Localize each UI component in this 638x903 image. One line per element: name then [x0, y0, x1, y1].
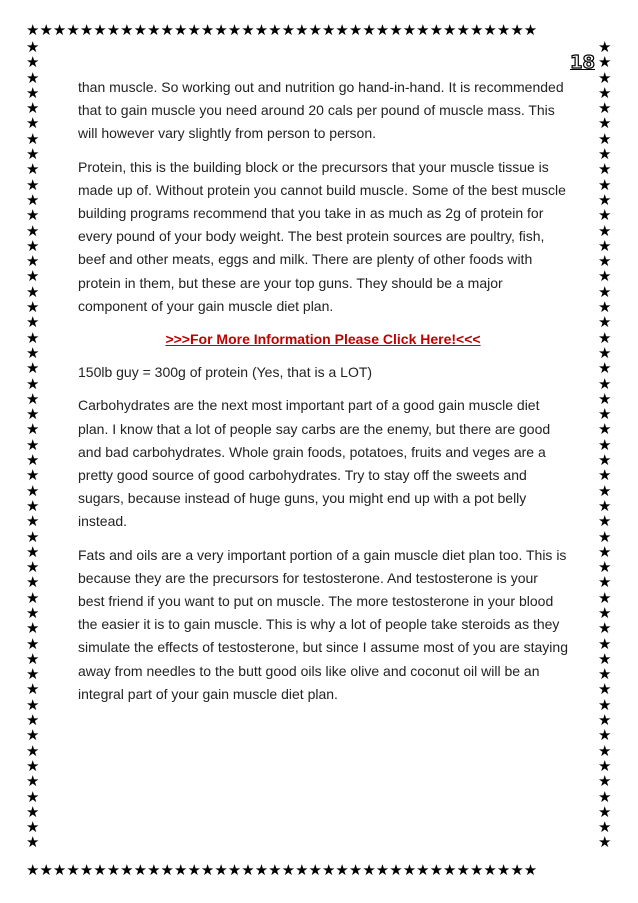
star-icon: ★ — [254, 863, 269, 879]
star-icon: ★ — [598, 619, 612, 638]
page-content — [78, 76, 568, 716]
star-icon: ★ — [598, 129, 612, 148]
star-icon: ★ — [598, 588, 612, 607]
star-icon: ★ — [598, 160, 612, 179]
star-icon: ★ — [241, 863, 255, 879]
star-icon: ★ — [598, 711, 612, 730]
star-icon: ★ — [66, 23, 80, 39]
star-icon: ★ — [79, 863, 94, 879]
star-icon: ★ — [26, 558, 40, 577]
star-icon: ★ — [26, 190, 40, 209]
star-icon: ★ — [510, 23, 524, 39]
star-icon: ★ — [598, 236, 612, 255]
star-icon: ★ — [598, 695, 612, 714]
star-icon: ★ — [133, 863, 148, 879]
star-icon: ★ — [483, 863, 497, 879]
paragraph-fats: Fats and oils are a very important portion of a gain muscle diet plan too. This is because they are the precursors for testosterone. And testosterone is your best friend if you want to put on muscle. The more testosterone in your blood the easier it is to gain muscle. This is why a lot of people take steroids as they simulate the effects of testosterone, but since I assume most of you are staying away from needles to the butt good oils like olive and coconut oil will be an integral part of your gain muscle diet plan. — [78, 546, 568, 702]
star-icon: ★ — [26, 466, 40, 485]
star-icon: ★ — [598, 313, 612, 332]
star-icon: ★ — [26, 313, 40, 332]
star-icon: ★ — [598, 343, 612, 362]
star-icon: ★ — [26, 863, 40, 879]
star-icon: ★ — [26, 175, 40, 194]
star-icon: ★ — [510, 863, 524, 879]
star-icon: ★ — [598, 451, 612, 470]
star-icon: ★ — [26, 83, 40, 102]
star-icon: ★ — [52, 23, 67, 39]
star-icon: ★ — [598, 481, 612, 500]
star-icon: ★ — [598, 175, 612, 194]
star-icon: ★ — [26, 603, 40, 622]
star-icon: ★ — [26, 695, 40, 714]
star-icon: ★ — [26, 267, 40, 286]
paragraph-protein-example: 150lb guy = 300g of protein (Yes, that is a LOT) — [78, 364, 373, 381]
more-info-line — [78, 328, 568, 351]
star-icon: ★ — [173, 863, 188, 879]
star-icon: ★ — [598, 282, 612, 301]
star-icon: ★ — [598, 649, 612, 668]
star-icon: ★ — [26, 282, 40, 301]
star-icon: ★ — [429, 863, 444, 879]
star-icon: ★ — [598, 53, 612, 72]
star-icon: ★ — [598, 787, 612, 806]
star-icon: ★ — [348, 863, 363, 879]
paragraph-carbohydrates: Carbohydrates are the next most important part of a good gain muscle diet plan. I know that a lot of people say carbs are the enemy, but there are good and bad carbohydrates. Whole grain foods, potatoes, fruits and veges are a pretty good source of good carbohydrates. Try to stay off the sweets and sugars, because instead of huge guns, you might end up with a pot belly instead. — [78, 397, 551, 530]
star-icon: ★ — [598, 512, 612, 531]
star-icon: ★ — [496, 23, 511, 39]
star-icon: ★ — [598, 420, 612, 439]
star-icon: ★ — [26, 23, 40, 39]
star-icon: ★ — [375, 863, 390, 879]
star-icon: ★ — [173, 23, 188, 39]
paragraph-protein: Protein, this is the building block or the precursors that your muscle tissue is made up of. Without protein you cannot build muscle. Some of the best muscle building programs recommend that you take in as much as 2g of protein for every pound of your body weight. The best protein sources are poultry, fish, beef and other meats, eggs and milk. There are plenty of other foods with protein in them, but these are your top guns. They should be a major component of your gain muscle diet plan. — [78, 158, 566, 314]
star-icon: ★ — [375, 23, 390, 39]
star-icon: ★ — [147, 23, 161, 39]
star-icon: ★ — [456, 863, 470, 879]
star-icon: ★ — [227, 863, 242, 879]
star-icon: ★ — [308, 23, 322, 39]
star-icon: ★ — [26, 160, 40, 179]
star-icon: ★ — [598, 328, 612, 347]
star-icon: ★ — [362, 863, 376, 879]
star-icon: ★ — [523, 23, 538, 39]
star-icon: ★ — [598, 68, 612, 87]
star-icon: ★ — [598, 359, 612, 378]
star-icon: ★ — [39, 23, 53, 39]
star-icon: ★ — [295, 23, 309, 39]
star-icon: ★ — [26, 99, 40, 118]
star-icon: ★ — [598, 190, 612, 209]
star-icon: ★ — [598, 634, 612, 653]
star-icon: ★ — [26, 573, 40, 592]
star-icon: ★ — [26, 726, 40, 745]
star-icon: ★ — [26, 451, 40, 470]
star-icon: ★ — [496, 863, 511, 879]
star-icon: ★ — [281, 23, 296, 39]
star-icon: ★ — [598, 756, 612, 775]
star-icon: ★ — [598, 40, 612, 56]
star-border-left — [26, 40, 42, 863]
star-icon: ★ — [598, 405, 612, 424]
star-icon: ★ — [281, 863, 296, 879]
star-icon: ★ — [39, 863, 53, 879]
star-icon: ★ — [598, 267, 612, 286]
star-icon: ★ — [106, 863, 121, 879]
star-icon: ★ — [598, 680, 612, 699]
star-icon: ★ — [402, 23, 417, 39]
star-icon: ★ — [598, 833, 612, 852]
star-icon: ★ — [402, 863, 417, 879]
star-icon: ★ — [26, 405, 40, 424]
star-icon: ★ — [268, 863, 282, 879]
star-icon: ★ — [26, 328, 40, 347]
star-icon: ★ — [483, 23, 497, 39]
star-icon: ★ — [26, 756, 40, 775]
star-icon: ★ — [26, 619, 40, 638]
star-icon: ★ — [321, 23, 336, 39]
star-icon: ★ — [389, 863, 403, 879]
star-icon: ★ — [26, 252, 40, 271]
star-icon: ★ — [26, 389, 40, 408]
star-icon: ★ — [598, 99, 612, 118]
star-icon: ★ — [26, 711, 40, 730]
star-icon: ★ — [26, 496, 40, 515]
star-icon: ★ — [429, 23, 444, 39]
star-icon: ★ — [598, 83, 612, 102]
star-icon: ★ — [598, 252, 612, 271]
star-icon: ★ — [268, 23, 282, 39]
star-icon: ★ — [335, 863, 349, 879]
star-icon: ★ — [26, 221, 40, 240]
star-icon: ★ — [26, 818, 40, 837]
star-icon: ★ — [26, 53, 40, 72]
star-icon: ★ — [187, 23, 201, 39]
star-icon: ★ — [26, 802, 40, 821]
star-icon: ★ — [598, 542, 612, 561]
star-icon: ★ — [93, 23, 107, 39]
star-icon: ★ — [598, 466, 612, 485]
star-icon: ★ — [200, 23, 215, 39]
star-icon: ★ — [26, 298, 40, 317]
star-icon: ★ — [79, 23, 94, 39]
star-icon: ★ — [335, 23, 349, 39]
star-icon: ★ — [241, 23, 255, 39]
star-icon: ★ — [160, 23, 174, 39]
star-icon: ★ — [52, 863, 67, 879]
star-icon: ★ — [598, 726, 612, 745]
star-icon: ★ — [443, 23, 457, 39]
star-icon: ★ — [598, 298, 612, 317]
star-icon: ★ — [147, 863, 161, 879]
star-icon: ★ — [26, 680, 40, 699]
star-icon: ★ — [26, 512, 40, 531]
star-icon: ★ — [26, 206, 40, 225]
star-icon: ★ — [598, 772, 612, 791]
star-icon: ★ — [26, 114, 40, 133]
star-icon: ★ — [469, 863, 484, 879]
star-icon: ★ — [598, 496, 612, 515]
star-icon: ★ — [26, 343, 40, 362]
star-icon: ★ — [348, 23, 363, 39]
star-icon: ★ — [598, 818, 612, 837]
star-icon: ★ — [26, 40, 40, 56]
star-icon: ★ — [598, 435, 612, 454]
star-icon: ★ — [598, 389, 612, 408]
star-icon: ★ — [389, 23, 403, 39]
star-icon: ★ — [456, 23, 470, 39]
star-icon: ★ — [469, 23, 484, 39]
star-icon: ★ — [26, 772, 40, 791]
star-icon: ★ — [598, 114, 612, 133]
star-icon: ★ — [120, 23, 134, 39]
star-icon: ★ — [120, 863, 134, 879]
star-icon: ★ — [26, 527, 40, 546]
star-icon: ★ — [598, 558, 612, 577]
star-icon: ★ — [523, 863, 538, 879]
star-icon: ★ — [214, 863, 228, 879]
star-icon: ★ — [66, 863, 80, 879]
star-icon: ★ — [26, 435, 40, 454]
star-icon: ★ — [26, 634, 40, 653]
star-icon: ★ — [416, 23, 430, 39]
star-icon: ★ — [598, 603, 612, 622]
star-icon: ★ — [598, 206, 612, 225]
star-border-right — [598, 40, 614, 863]
star-icon: ★ — [26, 588, 40, 607]
star-icon: ★ — [321, 863, 336, 879]
star-icon: ★ — [598, 665, 612, 684]
star-icon: ★ — [26, 236, 40, 255]
star-icon: ★ — [93, 863, 107, 879]
star-icon: ★ — [598, 741, 612, 760]
star-icon: ★ — [598, 573, 612, 592]
star-icon: ★ — [106, 23, 121, 39]
star-icon: ★ — [26, 649, 40, 668]
star-icon: ★ — [598, 527, 612, 546]
star-icon: ★ — [26, 374, 40, 393]
star-icon: ★ — [26, 481, 40, 500]
star-icon: ★ — [26, 665, 40, 684]
star-icon: ★ — [160, 863, 174, 879]
star-border-bottom — [26, 863, 614, 880]
star-icon: ★ — [26, 741, 40, 760]
star-icon: ★ — [416, 863, 430, 879]
star-icon: ★ — [26, 129, 40, 148]
star-icon: ★ — [26, 68, 40, 87]
more-info-link[interactable]: >>>For More Information Please Click Here!<<< — [165, 331, 481, 348]
page-number: 18 — [569, 52, 595, 73]
star-icon: ★ — [26, 833, 40, 852]
star-icon: ★ — [26, 420, 40, 439]
star-icon: ★ — [598, 221, 612, 240]
star-icon: ★ — [133, 23, 148, 39]
star-icon: ★ — [26, 359, 40, 378]
star-icon: ★ — [26, 542, 40, 561]
star-border-top — [26, 23, 614, 40]
star-icon: ★ — [308, 863, 322, 879]
star-icon: ★ — [200, 863, 215, 879]
star-icon: ★ — [26, 787, 40, 806]
star-icon: ★ — [598, 145, 612, 164]
star-icon: ★ — [362, 23, 376, 39]
star-icon: ★ — [187, 863, 201, 879]
star-icon: ★ — [598, 802, 612, 821]
star-icon: ★ — [227, 23, 242, 39]
star-icon: ★ — [598, 374, 612, 393]
star-icon: ★ — [254, 23, 269, 39]
star-icon: ★ — [26, 145, 40, 164]
star-icon: ★ — [295, 863, 309, 879]
paragraph-nutrition: than muscle. So working out and nutrition go hand-in-hand. It is recommended that to gain muscle you need around 20 cals per pound of muscle mass. This will however vary slightly from person to person. — [78, 79, 564, 142]
star-icon: ★ — [443, 863, 457, 879]
star-icon: ★ — [214, 23, 228, 39]
